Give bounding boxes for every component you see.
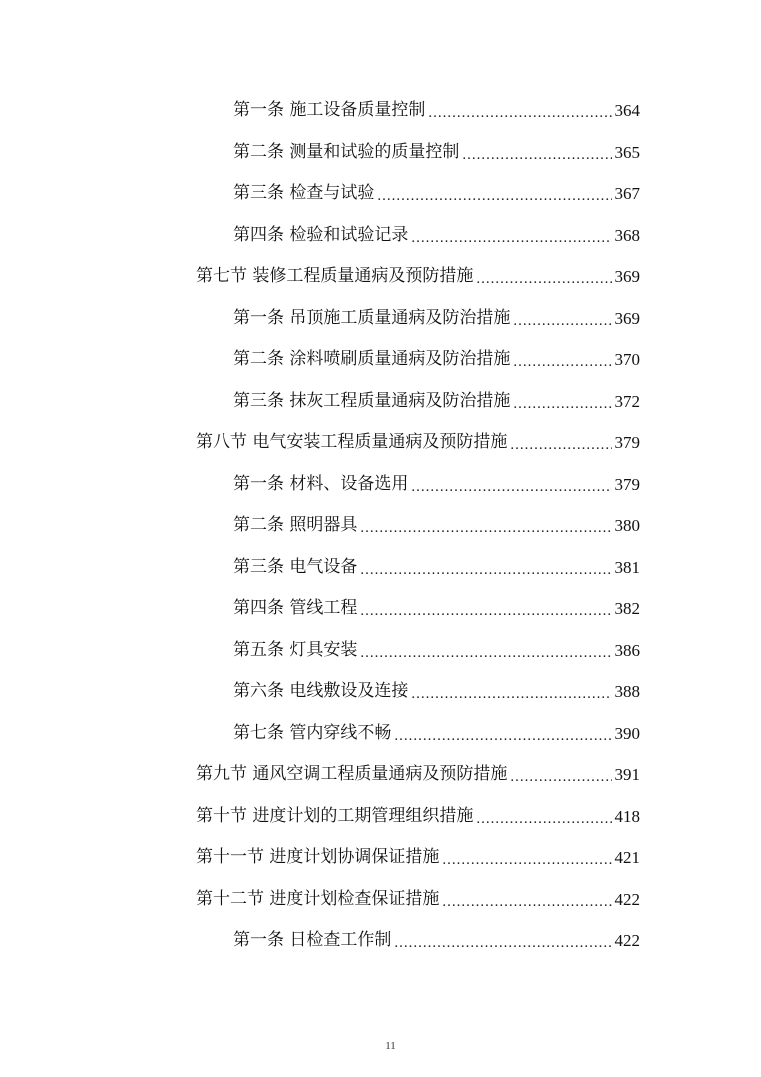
- toc-article-entry[interactable]: [0, 547, 640, 589]
- toc-entry-title: 第六条 电线敷设及连接: [233, 681, 409, 702]
- toc-entry-title: 第四条 检验和试验记录: [233, 224, 409, 245]
- toc-entry-page-number: 367: [614, 184, 640, 204]
- toc-entry-page-number: 418: [614, 806, 640, 826]
- toc-dot-leader: [411, 687, 611, 702]
- toc-entry-page-number: 422: [614, 889, 640, 909]
- toc-dot-leader: [476, 812, 611, 827]
- toc-article-entry[interactable]: [0, 671, 640, 713]
- toc-entry-page-number: 370: [614, 350, 640, 370]
- toc-section-entry[interactable]: [0, 422, 640, 464]
- toc-entry-page-number: 379: [614, 474, 640, 494]
- toc-entry-title: 第二条 照明器具: [233, 515, 358, 536]
- toc-article-entry[interactable]: [0, 339, 640, 381]
- toc-entry-title: 第十二节 进度计划检查保证措施: [196, 888, 440, 909]
- toc-dot-leader: [513, 314, 611, 329]
- toc-article-entry[interactable]: [0, 90, 640, 132]
- toc-entry-page-number: 365: [614, 142, 640, 162]
- toc-entry-page-number: 372: [614, 391, 640, 411]
- toc-entry-page-number: 421: [614, 848, 640, 868]
- toc-dot-leader: [394, 729, 611, 744]
- toc-entry-title: 第十一节 进度计划协调保证措施: [196, 847, 440, 868]
- toc-entry-title: 第三条 电气设备: [233, 556, 358, 577]
- toc-article-entry[interactable]: [0, 173, 640, 215]
- toc-dot-leader: [442, 895, 611, 910]
- toc-entry-page-number: 381: [614, 557, 640, 577]
- toc-dot-leader: [513, 355, 611, 370]
- toc-entry-title: 第三条 抹灰工程质量通病及防治措施: [233, 390, 511, 411]
- toc-entry-page-number: 388: [614, 682, 640, 702]
- toc-entry-page-number: 391: [614, 765, 640, 785]
- toc-entry-title: 第五条 灯具安装: [233, 639, 358, 660]
- toc-entry-page-number: 369: [614, 267, 640, 287]
- toc-entry-title: 第一条 材料、设备选用: [233, 473, 409, 494]
- toc-dot-leader: [411, 231, 611, 246]
- toc-entry-title: 第八节 电气安装工程质量通病及预防措施: [196, 432, 508, 453]
- toc-article-entry[interactable]: [0, 713, 640, 755]
- toc-entry-title: 第九节 通风空调工程质量通病及预防措施: [196, 764, 508, 785]
- toc-entry-title: 第一条 施工设备质量控制: [233, 100, 426, 121]
- toc-entry-page-number: 369: [614, 308, 640, 328]
- toc-entry-title: 第一条 吊顶施工质量通病及防治措施: [233, 307, 511, 328]
- toc-article-entry[interactable]: [0, 464, 640, 506]
- toc-entry-page-number: 382: [614, 599, 640, 619]
- toc-entry-title: 第二条 测量和试验的质量控制: [233, 141, 460, 162]
- toc-dot-leader: [360, 521, 611, 536]
- toc-section-entry[interactable]: [0, 256, 640, 298]
- table-of-contents: [0, 90, 761, 962]
- toc-dot-leader: [360, 646, 611, 661]
- toc-dot-leader: [510, 770, 611, 785]
- toc-dot-leader: [360, 563, 611, 578]
- toc-dot-leader: [462, 148, 611, 163]
- toc-article-entry[interactable]: [0, 381, 640, 423]
- toc-dot-leader: [510, 438, 611, 453]
- toc-section-entry[interactable]: [0, 837, 640, 879]
- toc-article-entry[interactable]: [0, 630, 640, 672]
- toc-dot-leader: [476, 272, 611, 287]
- toc-entry-page-number: 364: [614, 101, 640, 121]
- toc-section-entry[interactable]: [0, 754, 640, 796]
- toc-dot-leader: [360, 604, 611, 619]
- toc-dot-leader: [394, 936, 611, 951]
- toc-entry-page-number: 368: [614, 225, 640, 245]
- toc-article-entry[interactable]: [0, 588, 640, 630]
- toc-article-entry[interactable]: [0, 920, 640, 962]
- toc-article-entry[interactable]: [0, 132, 640, 174]
- toc-section-entry[interactable]: [0, 879, 640, 921]
- toc-entry-title: 第七节 装修工程质量通病及预防措施: [196, 266, 474, 287]
- toc-entry-title: 第二条 涂料喷刷质量通病及防治措施: [233, 349, 511, 370]
- toc-entry-title: 第一条 日检查工作制: [233, 930, 392, 951]
- toc-article-entry[interactable]: [0, 505, 640, 547]
- toc-entry-page-number: 380: [614, 516, 640, 536]
- toc-section-entry[interactable]: [0, 796, 640, 838]
- toc-dot-leader: [411, 480, 611, 495]
- toc-entry-title: 第七条 管内穿线不畅: [233, 722, 392, 743]
- toc-entry-page-number: 390: [614, 723, 640, 743]
- toc-entry-title: 第四条 管线工程: [233, 598, 358, 619]
- toc-entry-page-number: 386: [614, 640, 640, 660]
- toc-dot-leader: [428, 106, 611, 121]
- toc-entry-page-number: 422: [614, 931, 640, 951]
- toc-entry-title: 第三条 检查与试验: [233, 183, 375, 204]
- toc-dot-leader: [513, 397, 611, 412]
- toc-article-entry[interactable]: [0, 215, 640, 257]
- toc-dot-leader: [442, 853, 611, 868]
- page-number: 11: [385, 1040, 396, 1052]
- toc-dot-leader: [377, 189, 611, 204]
- toc-entry-title: 第十节 进度计划的工期管理组织措施: [196, 805, 474, 826]
- toc-article-entry[interactable]: [0, 298, 640, 340]
- toc-entry-page-number: 379: [614, 433, 640, 453]
